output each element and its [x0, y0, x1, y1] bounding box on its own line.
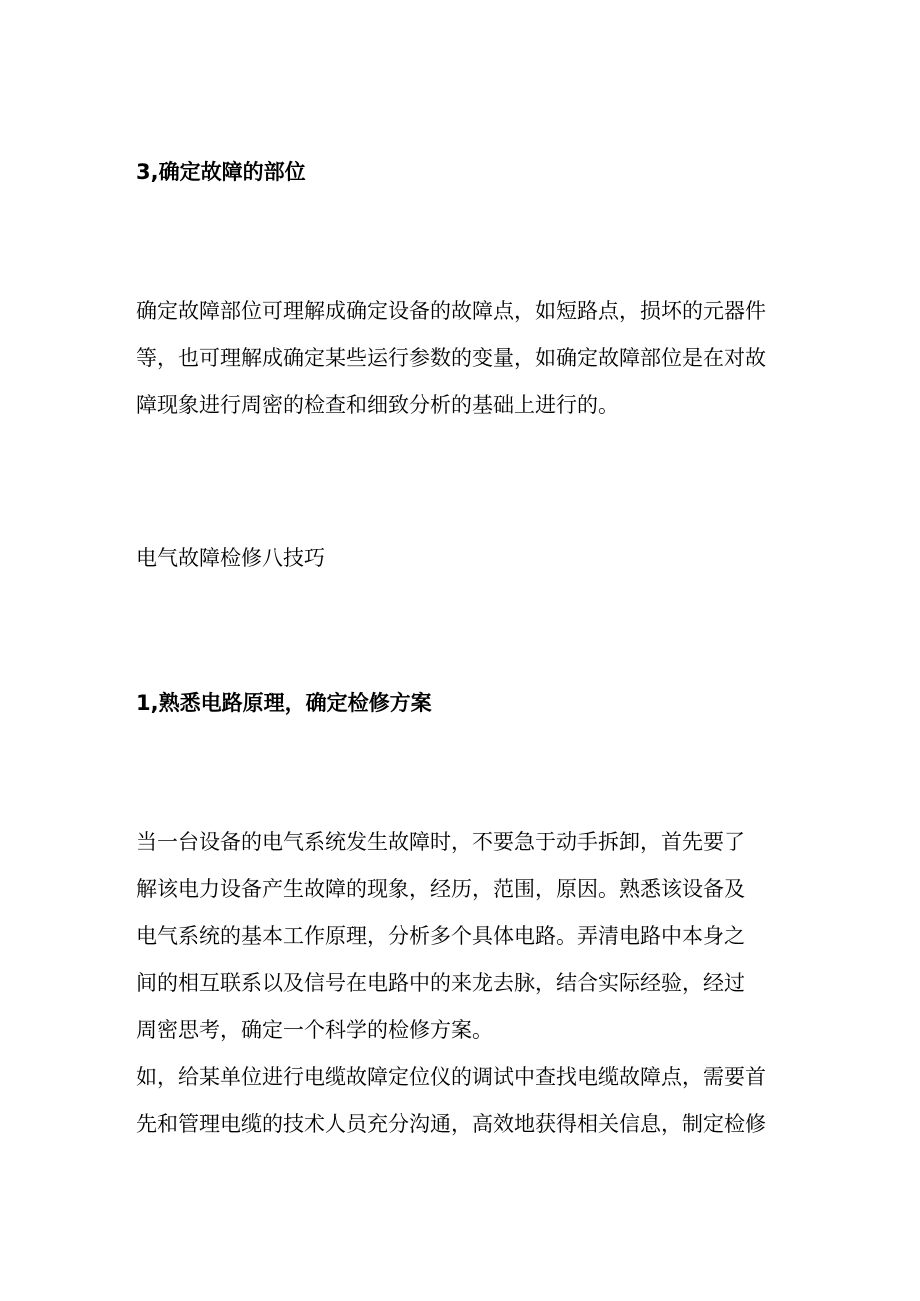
paragraph-line: 解该电力设备产生故障的现象，经历，范围，原因。熟悉该设备及 — [136, 877, 745, 901]
paragraph-line: 确定故障部位可理解成确定设备的故障点，如短路点，损坏的元器件 — [136, 299, 766, 323]
paragraph-line: 间的相互联系以及信号在电路中的来龙去脉，结合实际经验，经过 — [136, 971, 745, 995]
paragraph-line: 如，给某单位进行电缆故障定位仪的调试中查找电缆故障点，需要首 — [136, 1065, 766, 1089]
paragraph-line: 先和管理电缆的技术人员充分沟通，高效地获得相关信息，制定检修 — [136, 1112, 766, 1136]
section-heading-3: 3,确定故障的部位 — [136, 160, 306, 184]
tips-title: 电气故障检修八技巧 — [136, 546, 325, 570]
paragraph-line: 周密思考，确定一个科学的检修方案。 — [136, 1018, 493, 1042]
tip-1-paragraph — [136, 819, 786, 1148]
paragraph-line: 等，也可理解成确定某些运行参数的变量，如确定故障部位是在对故 — [136, 346, 766, 370]
tip-1-heading: 1,熟悉电路原理，确定检修方案 — [136, 691, 432, 715]
paragraph-line: 电气系统的基本工作原理，分析多个具体电路。弄清电路中本身之 — [136, 924, 745, 948]
paragraph-line: 障现象进行周密的检查和细致分析的基础上进行的。 — [136, 393, 619, 417]
paragraph-line: 当一台设备的电气系统发生故障时，不要急于动手拆卸，首先要了 — [136, 830, 745, 854]
section-3-paragraph — [136, 288, 786, 429]
